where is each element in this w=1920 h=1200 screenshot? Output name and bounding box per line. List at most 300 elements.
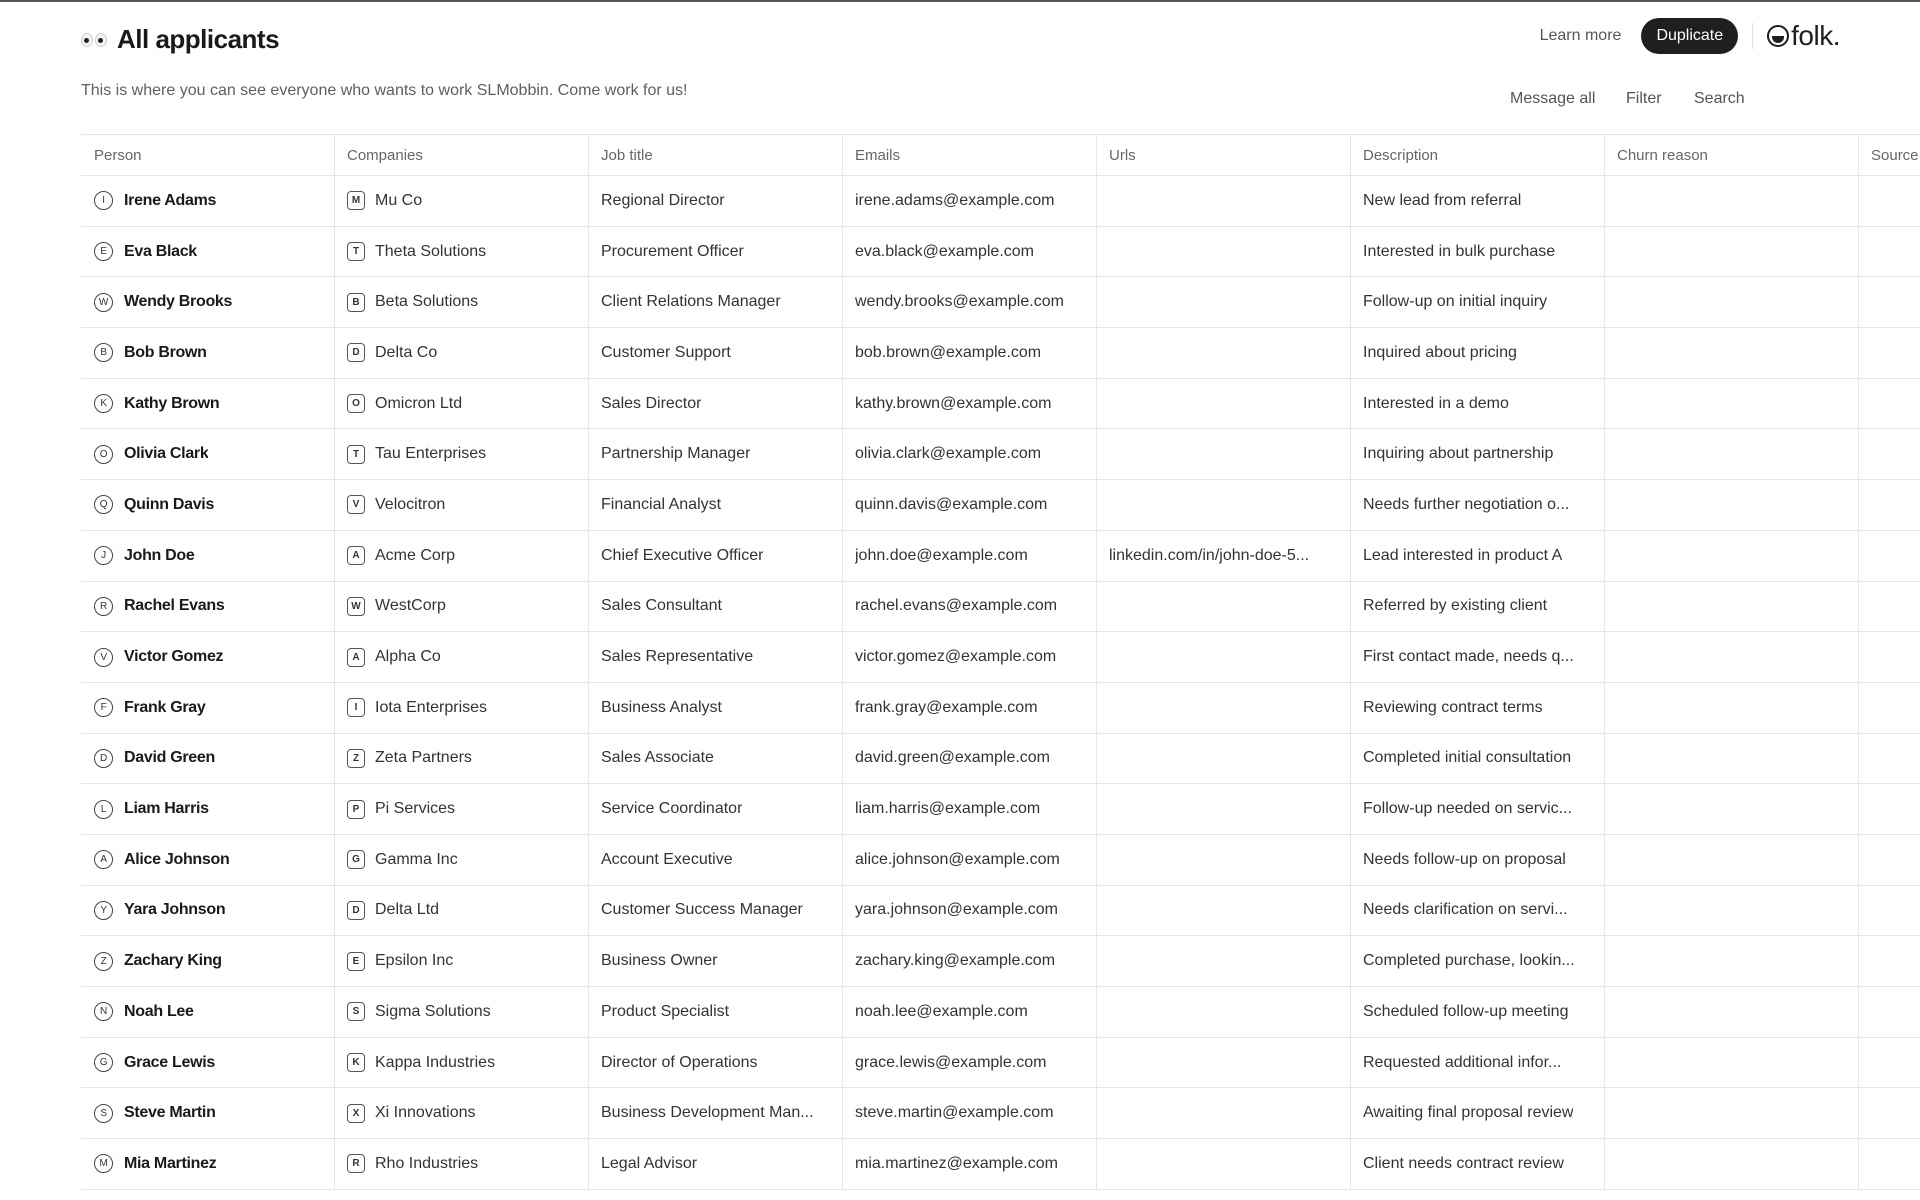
company-cell[interactable] [335,328,589,378]
url-cell[interactable] [1097,531,1351,581]
person-text: Frank Gray [124,698,206,716]
email-cell[interactable] [843,429,1097,479]
description-text: Reviewing contract terms [1363,698,1543,716]
person-avatar-icon: Z [94,952,113,971]
person-cell[interactable] [81,835,335,885]
churn-cell[interactable] [1605,480,1859,530]
description-cell[interactable] [1351,429,1605,479]
description-cell[interactable] [1351,227,1605,277]
job-cell[interactable] [589,784,843,834]
job-cell[interactable] [589,227,843,277]
company-text: Xi Innovations [375,1104,476,1122]
person-cell[interactable] [81,936,335,986]
description-cell[interactable] [1351,936,1605,986]
email-cell[interactable] [843,886,1097,936]
description-text: Client needs contract review [1363,1154,1564,1172]
source-cell[interactable] [1859,429,1920,479]
description-cell[interactable] [1351,531,1605,581]
table-row[interactable] [81,531,1920,582]
description-cell[interactable] [1351,1088,1605,1138]
source-cell[interactable] [1859,328,1920,378]
email-cell[interactable] [843,987,1097,1037]
job-text: Procurement Officer [601,242,744,260]
description-cell[interactable] [1351,328,1605,378]
description-text: First contact made, needs q... [1363,648,1574,666]
person-cell[interactable] [81,429,335,479]
person-avatar-icon: R [94,597,113,616]
job-cell[interactable] [589,429,843,479]
company-logo-icon: V [347,495,365,514]
email-text: wendy.brooks@example.com [855,293,1064,311]
company-cell[interactable] [335,987,589,1037]
company-cell[interactable] [335,835,589,885]
url-cell[interactable] [1097,429,1351,479]
url-cell[interactable] [1097,1038,1351,1088]
url-cell[interactable] [1097,1139,1351,1189]
person-cell[interactable] [81,277,335,327]
company-logo-icon: X [347,1104,365,1123]
job-text: Customer Success Manager [601,901,803,919]
job-cell[interactable] [589,936,843,986]
url-cell[interactable] [1097,1088,1351,1138]
source-cell[interactable] [1859,632,1920,682]
person-text: Zachary King [124,952,222,970]
email-text: zachary.king@example.com [855,952,1056,970]
url-cell[interactable] [1097,328,1351,378]
company-text: Omicron Ltd [375,394,463,412]
person-text: Liam Harris [124,800,209,818]
job-cell[interactable] [589,683,843,733]
description-text: Awaiting final proposal review [1363,1104,1574,1122]
person-cell[interactable] [81,632,335,682]
churn-cell[interactable] [1605,379,1859,429]
url-cell[interactable] [1097,277,1351,327]
table-row[interactable] [81,277,1920,328]
email-text: david.green@example.com [855,749,1051,767]
table-row[interactable] [81,936,1920,987]
source-cell[interactable] [1859,784,1920,834]
url-cell[interactable] [1097,835,1351,885]
table-row[interactable] [81,1139,1920,1190]
description-cell[interactable] [1351,379,1605,429]
person-cell[interactable] [81,379,335,429]
email-cell[interactable] [843,835,1097,885]
job-cell[interactable] [589,328,843,378]
eyes-icon [81,33,107,47]
company-cell[interactable] [335,582,589,632]
churn-cell[interactable] [1605,683,1859,733]
job-cell[interactable] [589,277,843,327]
column-header-description[interactable]: Description [1351,135,1605,175]
job-cell[interactable] [589,1139,843,1189]
company-text: Mu Co [375,191,423,209]
table-row[interactable] [81,379,1920,430]
company-logo-icon: O [347,394,365,413]
job-cell[interactable] [589,632,843,682]
description-cell[interactable] [1351,1038,1605,1088]
person-text: Kathy Brown [124,394,220,412]
person-avatar-icon: Q [94,495,113,514]
job-text: Business Analyst [601,698,722,716]
person-cell[interactable] [81,1088,335,1138]
description-cell[interactable] [1351,1139,1605,1189]
description-text: Referred by existing client [1363,597,1548,615]
email-text: liam.harris@example.com [855,800,1041,818]
table-row[interactable] [81,1088,1920,1139]
churn-cell[interactable] [1605,835,1859,885]
description-text: Follow-up on initial inquiry [1363,293,1548,311]
company-text: Epsilon Inc [375,952,454,970]
job-text: Financial Analyst [601,495,722,513]
job-cell[interactable] [589,987,843,1037]
churn-cell[interactable] [1605,328,1859,378]
source-cell[interactable] [1859,1139,1920,1189]
column-header-person[interactable]: Person [81,135,335,175]
company-logo-icon: A [347,546,365,565]
company-cell[interactable] [335,936,589,986]
person-cell[interactable] [81,1038,335,1088]
job-text: Business Owner [601,952,718,970]
company-text: Tau Enterprises [375,445,487,463]
source-cell[interactable] [1859,886,1920,936]
job-text: Partnership Manager [601,445,751,463]
company-logo-icon: G [347,850,365,869]
company-text: Zeta Partners [375,749,472,767]
table-header-row [81,135,1920,176]
source-cell[interactable] [1859,379,1920,429]
job-cell[interactable] [589,531,843,581]
company-logo-icon: D [347,343,365,362]
table-row[interactable] [81,1038,1920,1089]
churn-cell[interactable] [1605,987,1859,1037]
top-actions [1540,18,1840,54]
url-cell[interactable] [1097,379,1351,429]
source-cell[interactable] [1859,277,1920,327]
email-cell[interactable] [843,176,1097,226]
description-text: Scheduled follow-up meeting [1363,1002,1569,1020]
company-text: Iota Enterprises [375,698,488,716]
company-text: Delta Ltd [375,901,440,919]
email-cell[interactable] [843,1038,1097,1088]
table-row[interactable] [81,176,1920,227]
person-avatar-icon: E [94,242,113,261]
job-cell[interactable] [589,582,843,632]
description-cell[interactable] [1351,480,1605,530]
learn-more-link[interactable]: Learn more [1539,27,1622,44]
column-header-source[interactable]: Source [1871,146,1919,164]
company-logo-icon: W [347,597,365,616]
person-text: Olivia Clark [124,445,209,463]
churn-cell[interactable] [1605,277,1859,327]
person-text: Rachel Evans [124,597,225,615]
table-row[interactable] [81,683,1920,734]
company-logo-icon: E [347,952,365,971]
table-row[interactable] [81,734,1920,785]
company-cell[interactable] [335,429,589,479]
churn-cell[interactable] [1605,531,1859,581]
job-text: Regional Director [601,191,725,209]
divider [1752,23,1753,49]
table-row[interactable] [81,480,1920,531]
person-avatar-icon: N [94,1002,113,1021]
job-text: Chief Executive Officer [601,546,764,564]
email-cell[interactable] [843,784,1097,834]
person-cell[interactable] [81,734,335,784]
description-text: Interested in a demo [1363,394,1509,412]
company-cell[interactable] [335,886,589,936]
company-text: Theta Solutions [375,242,487,260]
table-row[interactable] [81,429,1920,480]
url-cell[interactable] [1097,176,1351,226]
folk-logo-text: folk. [1791,20,1840,51]
job-text: Business Development Man... [601,1104,814,1122]
description-text: Inquiring about partnership [1363,445,1554,463]
person-avatar-icon: G [94,1053,113,1072]
description-cell[interactable] [1351,886,1605,936]
email-cell[interactable] [843,582,1097,632]
job-text: Client Relations Manager [601,293,781,311]
person-avatar-icon: J [94,546,113,565]
job-text: Legal Advisor [601,1154,698,1172]
company-text: Velocitron [375,495,446,513]
column-header-urls[interactable]: Urls [1097,135,1351,175]
email-cell[interactable] [843,632,1097,682]
email-cell[interactable] [843,227,1097,277]
person-text: Victor Gomez [124,648,224,666]
churn-cell[interactable] [1605,227,1859,277]
table-row[interactable] [81,632,1920,683]
email-text: noah.lee@example.com [855,1002,1028,1020]
source-cell[interactable] [1859,1088,1920,1138]
company-logo-icon: D [347,901,365,920]
source-cell[interactable] [1859,531,1920,581]
company-cell[interactable] [335,480,589,530]
column-header-companies[interactable]: Companies [335,135,589,175]
table-row[interactable] [81,582,1920,633]
email-cell[interactable] [843,379,1097,429]
email-text: steve.martin@example.com [855,1104,1054,1122]
company-logo-icon: R [347,1154,365,1173]
company-cell[interactable] [335,277,589,327]
description-cell[interactable] [1351,784,1605,834]
email-cell[interactable] [843,328,1097,378]
page-title: All applicants [117,24,280,54]
message-all-button[interactable]: Message all [1510,90,1596,107]
person-text: Alice Johnson [124,850,230,868]
description-text: Needs follow-up on proposal [1363,850,1566,868]
email-cell[interactable] [843,683,1097,733]
column-header-job-title[interactable]: Job title [589,135,843,175]
job-text: Customer Support [601,343,731,361]
person-cell[interactable] [81,227,335,277]
search-button[interactable]: Search [1694,90,1745,107]
person-cell[interactable] [81,531,335,581]
job-text: Director of Operations [601,1053,758,1071]
job-cell[interactable] [589,1088,843,1138]
job-cell[interactable] [589,1038,843,1088]
person-text: John Doe [124,546,195,564]
description-cell[interactable] [1351,277,1605,327]
company-cell[interactable] [335,379,589,429]
person-cell[interactable] [81,886,335,936]
source-cell[interactable] [1859,1038,1920,1088]
churn-cell[interactable] [1605,1139,1859,1189]
person-cell[interactable] [81,480,335,530]
person-avatar-icon: L [94,800,113,819]
url-cell[interactable] [1097,632,1351,682]
company-cell[interactable] [335,734,589,784]
company-cell[interactable] [335,632,589,682]
filter-button[interactable]: Filter [1626,90,1662,107]
company-cell[interactable] [335,1088,589,1138]
email-cell[interactable] [843,1139,1097,1189]
job-text: Sales Consultant [601,597,722,615]
description-cell[interactable] [1351,632,1605,682]
url-cell[interactable] [1097,987,1351,1037]
applicants-table [81,134,1920,1190]
table-row[interactable] [81,227,1920,278]
churn-cell[interactable] [1605,1088,1859,1138]
churn-cell[interactable] [1605,429,1859,479]
churn-cell[interactable] [1605,784,1859,834]
company-cell[interactable] [335,1038,589,1088]
description-text: Lead interested in product A [1363,546,1563,564]
email-text: alice.johnson@example.com [855,850,1060,868]
job-cell[interactable] [589,835,843,885]
churn-cell[interactable] [1605,582,1859,632]
company-logo-icon: S [347,1002,365,1021]
job-cell[interactable] [589,886,843,936]
description-cell[interactable] [1351,835,1605,885]
email-cell[interactable] [843,734,1097,784]
person-cell[interactable] [81,328,335,378]
churn-cell[interactable] [1605,1038,1859,1088]
column-header-churn-reason[interactable]: Churn reason [1605,135,1859,175]
source-cell[interactable] [1859,582,1920,632]
job-cell[interactable] [589,176,843,226]
url-cell[interactable] [1097,683,1351,733]
url-cell[interactable] [1097,784,1351,834]
url-cell[interactable] [1097,936,1351,986]
source-cell[interactable] [1859,987,1920,1037]
job-text: Sales Associate [601,749,714,767]
person-avatar-icon: B [94,343,113,362]
description-cell[interactable] [1351,683,1605,733]
table-row[interactable] [81,886,1920,937]
person-cell[interactable] [81,987,335,1037]
job-cell[interactable] [589,480,843,530]
person-avatar-icon: V [94,648,113,667]
person-avatar-icon: K [94,394,113,413]
company-cell[interactable] [335,176,589,226]
email-cell[interactable] [843,531,1097,581]
url-cell[interactable] [1097,227,1351,277]
company-cell[interactable] [335,227,589,277]
description-text: Needs further negotiation o... [1363,495,1570,513]
table-row[interactable] [81,835,1920,886]
source-cell[interactable] [1859,683,1920,733]
column-header-emails[interactable]: Emails [843,135,1097,175]
source-cell[interactable] [1859,936,1920,986]
job-cell[interactable] [589,734,843,784]
source-cell[interactable] [1859,734,1920,784]
person-text: Steve Martin [124,1104,216,1122]
email-text: quinn.davis@example.com [855,495,1048,513]
email-text: irene.adams@example.com [855,191,1055,209]
churn-cell[interactable] [1605,734,1859,784]
company-text: Pi Services [375,800,456,818]
company-text: Sigma Solutions [375,1002,491,1020]
person-cell[interactable] [81,683,335,733]
company-cell[interactable] [335,683,589,733]
email-text: frank.gray@example.com [855,698,1038,716]
churn-cell[interactable] [1605,632,1859,682]
duplicate-button[interactable]: Duplicate [1641,18,1738,54]
url-cell[interactable] [1097,582,1351,632]
person-text: Quinn Davis [124,495,215,513]
email-text: grace.lewis@example.com [855,1053,1047,1071]
source-cell[interactable] [1859,176,1920,226]
company-cell[interactable] [335,784,589,834]
table-row[interactable] [81,784,1920,835]
url-cell[interactable] [1097,886,1351,936]
description-cell[interactable] [1351,176,1605,226]
person-cell[interactable] [81,784,335,834]
person-cell[interactable] [81,582,335,632]
url-cell[interactable] [1097,734,1351,784]
description-cell[interactable] [1351,987,1605,1037]
job-text: Service Coordinator [601,800,743,818]
churn-cell[interactable] [1605,936,1859,986]
person-text: David Green [124,749,215,767]
description-text: Needs clarification on servi... [1363,901,1568,919]
folk-logo[interactable] [1767,20,1840,52]
person-cell[interactable] [81,1139,335,1189]
churn-cell[interactable] [1605,176,1859,226]
job-text: Sales Director [601,394,702,412]
table-row[interactable] [81,987,1920,1038]
email-text: yara.johnson@example.com [855,901,1059,919]
email-cell[interactable] [843,480,1097,530]
source-cell[interactable] [1859,835,1920,885]
email-text: olivia.clark@example.com [855,445,1042,463]
company-cell[interactable] [335,1139,589,1189]
churn-cell[interactable] [1605,886,1859,936]
page-header [81,24,279,55]
email-cell[interactable] [843,277,1097,327]
person-avatar-icon: O [94,445,113,464]
table-row[interactable] [81,328,1920,379]
email-cell[interactable] [843,936,1097,986]
person-avatar-icon: D [94,749,113,768]
person-avatar-icon: W [94,293,113,312]
description-cell[interactable] [1351,734,1605,784]
email-cell[interactable] [843,1088,1097,1138]
page-subtitle: This is where you can see everyone who wants to work SLMobbin. Come work for us! [81,82,688,99]
company-logo-icon: P [347,800,365,819]
company-text: Kappa Industries [375,1053,496,1071]
source-cell[interactable] [1859,227,1920,277]
url-cell[interactable] [1097,480,1351,530]
description-cell[interactable] [1351,582,1605,632]
person-cell[interactable] [81,176,335,226]
email-text: mia.martinez@example.com [855,1154,1058,1172]
job-cell[interactable] [589,379,843,429]
source-cell[interactable] [1859,480,1920,530]
company-text: Beta Solutions [375,293,479,311]
person-text: Bob Brown [124,343,207,361]
company-cell[interactable] [335,531,589,581]
